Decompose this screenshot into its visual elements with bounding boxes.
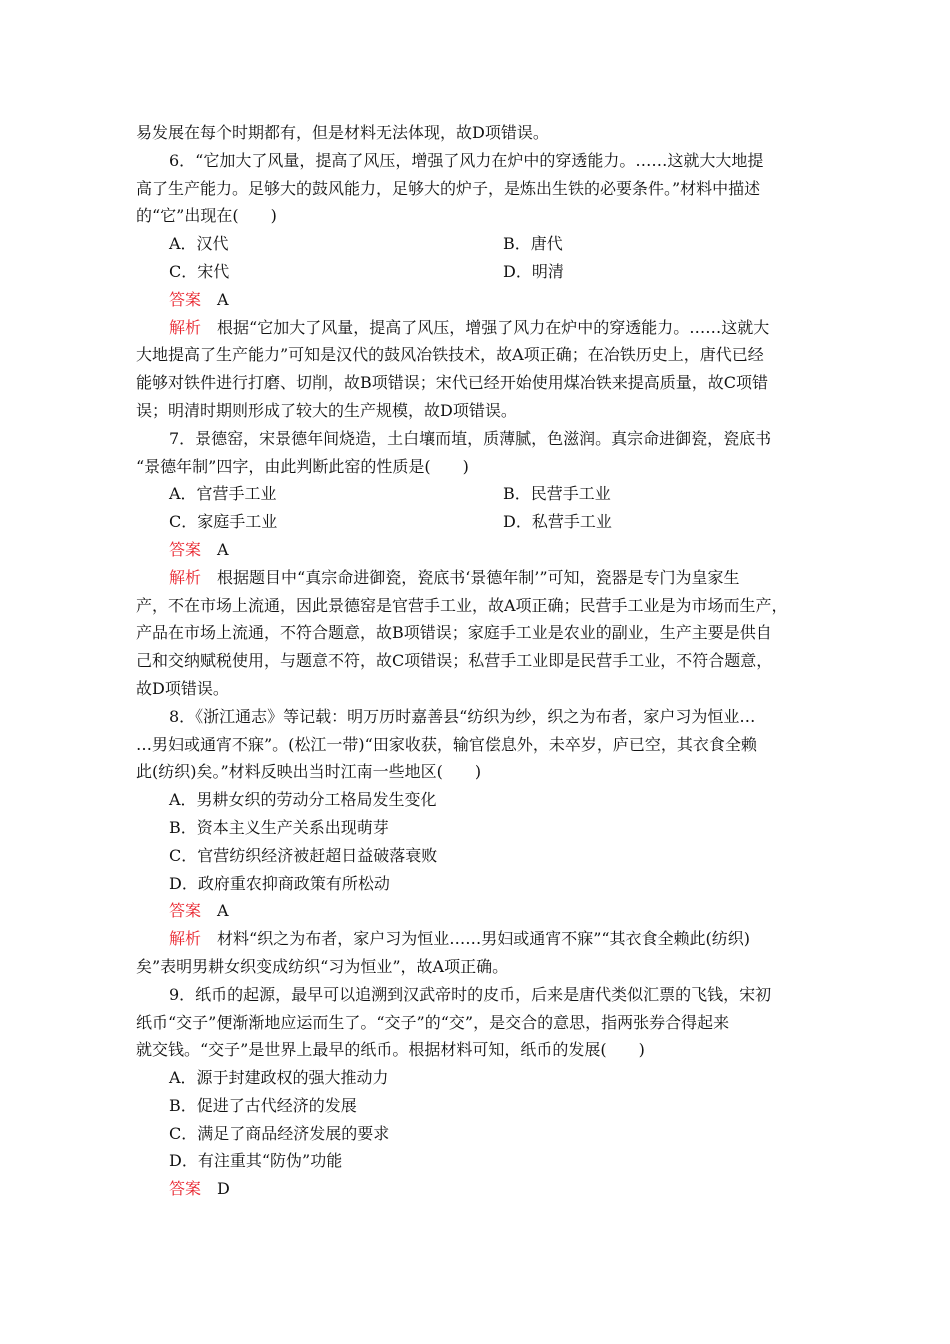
text-line: D．政府重农抑商政策有所松动 — [169, 873, 390, 893]
answer-text: 材料“织之为布者，家户习为恒业……男妇或通宵不寐”“其衣食全赖此(纺织) — [217, 929, 751, 949]
text-line: 矣”表明男耕女织变成纺织“习为恒业”，故A项正确。 — [136, 956, 509, 976]
text-line: C．官营纺织经济被赶超日益破落衰败 — [169, 845, 438, 865]
text-line: 7．景德窑，宋景德年间烧造，土白壤而埴，质薄腻，色滋润。真宗命进御瓷，瓷底书 — [169, 428, 772, 448]
answer-text: A — [217, 539, 229, 559]
text-line: 易发展在每个时期都有，但是材料无法体现，故D项错误。 — [136, 123, 549, 142]
option-row — [136, 480, 816, 508]
answer-line — [136, 536, 816, 564]
option-right: D．私营手工业 — [503, 512, 612, 532]
document-page — [136, 119, 816, 1203]
option-left: A．官营手工业 — [169, 484, 277, 504]
answer-label: 答案 — [169, 901, 202, 921]
answer-line — [136, 1175, 816, 1203]
text-line: A．男耕女织的劳动分工格局发生变化 — [169, 790, 437, 810]
option-row — [136, 508, 816, 536]
text-line: 9．纸币的起源，最早可以追溯到汉武帝时的皮币，后来是唐代类似汇票的飞钱，宋初 — [169, 984, 772, 1004]
text-line: 产，不在市场上流通，因此景德窑是官营手工业，故A项正确；民营手工业是为市场而生产， — [136, 595, 788, 615]
text-line: 故D项错误。 — [136, 678, 229, 698]
text-line: 己和交纳赋税使用，与题意不符，故C项错误；私营手工业即是民营手工业，不符合题意， — [136, 651, 773, 671]
answer-label: 答案 — [169, 289, 202, 309]
option-row — [136, 230, 816, 258]
answer-text: D — [217, 1179, 230, 1199]
text-line: 高了生产能力。足够大的鼓风能力，足够大的炉子，是炼出生铁的必要条件。”材料中描述 — [136, 178, 761, 198]
text-line: 就交钱。“交子”是世界上最早的纸币。根据材料可知，纸币的发展( ) — [136, 1040, 645, 1060]
text-line: D．有注重其“防伪”功能 — [169, 1151, 343, 1171]
text-line: “景德年制”四字，由此判断此窑的性质是( ) — [136, 456, 469, 476]
answer-label: 解析 — [169, 317, 202, 337]
answer-line — [136, 564, 816, 592]
option-right: B．唐代 — [503, 234, 563, 254]
text-line: 能够对铁件进行打磨、切削，故B项错误；宋代已经开始使用煤冶铁来提高质量，故C项错 — [136, 373, 769, 393]
option-row — [136, 258, 816, 286]
text-line: C．满足了商品经济发展的要求 — [169, 1123, 390, 1143]
option-right: D．明清 — [503, 261, 564, 281]
option-right: B．民营手工业 — [503, 484, 611, 504]
answer-label: 答案 — [169, 539, 202, 559]
option-left: A．汉代 — [169, 234, 229, 254]
answer-line — [136, 897, 816, 925]
answer-text: 根据题目中“真宗命进御瓷，瓷底书‘景德年制’”可知，瓷器是专门为皇家生 — [217, 567, 740, 587]
text-line: 大地提高了生产能力”可知是汉代的鼓风冶铁技术，故A项正确；在冶铁历史上，唐代已经 — [136, 345, 764, 365]
answer-text: 根据“它加大了风量，提高了风压，增强了风力在炉中的穿透能力。……这就大 — [217, 317, 770, 337]
text-line: 6．“它加大了风量，提高了风压，增强了风力在炉中的穿透能力。……这就大大地提 — [169, 150, 764, 170]
answer-label: 解析 — [169, 929, 202, 949]
answer-line — [136, 286, 816, 314]
option-left: C．宋代 — [169, 261, 230, 281]
text-line: 此(纺织)矣。”材料反映出当时江南一些地区( ) — [136, 762, 482, 782]
answer-label: 答案 — [169, 1179, 202, 1199]
text-line: B．促进了古代经济的发展 — [169, 1095, 357, 1115]
text-line: A．源于封建政权的强大推动力 — [169, 1068, 389, 1088]
text-line: …男妇或通宵不寐”。(松江一带)“田家收获，输官偿息外，未卒岁，庐已空，其衣食全赖 — [136, 734, 757, 754]
text-line: 误；明清时期则形成了较大的生产规模，故D项错误。 — [136, 400, 517, 420]
text-line: 8．《浙江通志》等记载：明万历时嘉善县“纺织为纱，织之为布者，家户习为恒业… — [169, 706, 756, 726]
answer-label: 解析 — [169, 567, 202, 587]
answer-line — [136, 314, 816, 342]
text-line: 产品在市场上流通，不符合题意，故B项错误；家庭手工业是农业的副业，生产主要是供自 — [136, 623, 772, 643]
text-line: B．资本主义生产关系出现萌芽 — [169, 817, 389, 837]
answer-line — [136, 925, 816, 953]
answer-text: A — [217, 901, 229, 921]
option-left: C．家庭手工业 — [169, 512, 278, 532]
answer-text: A — [217, 289, 229, 309]
text-line: 的“它”出现在( ) — [136, 206, 277, 226]
text-line: 纸币“交子”便渐渐地应运而生了。“交子”的“交”，是交合的意思，指两张券合得起来 — [136, 1012, 730, 1032]
